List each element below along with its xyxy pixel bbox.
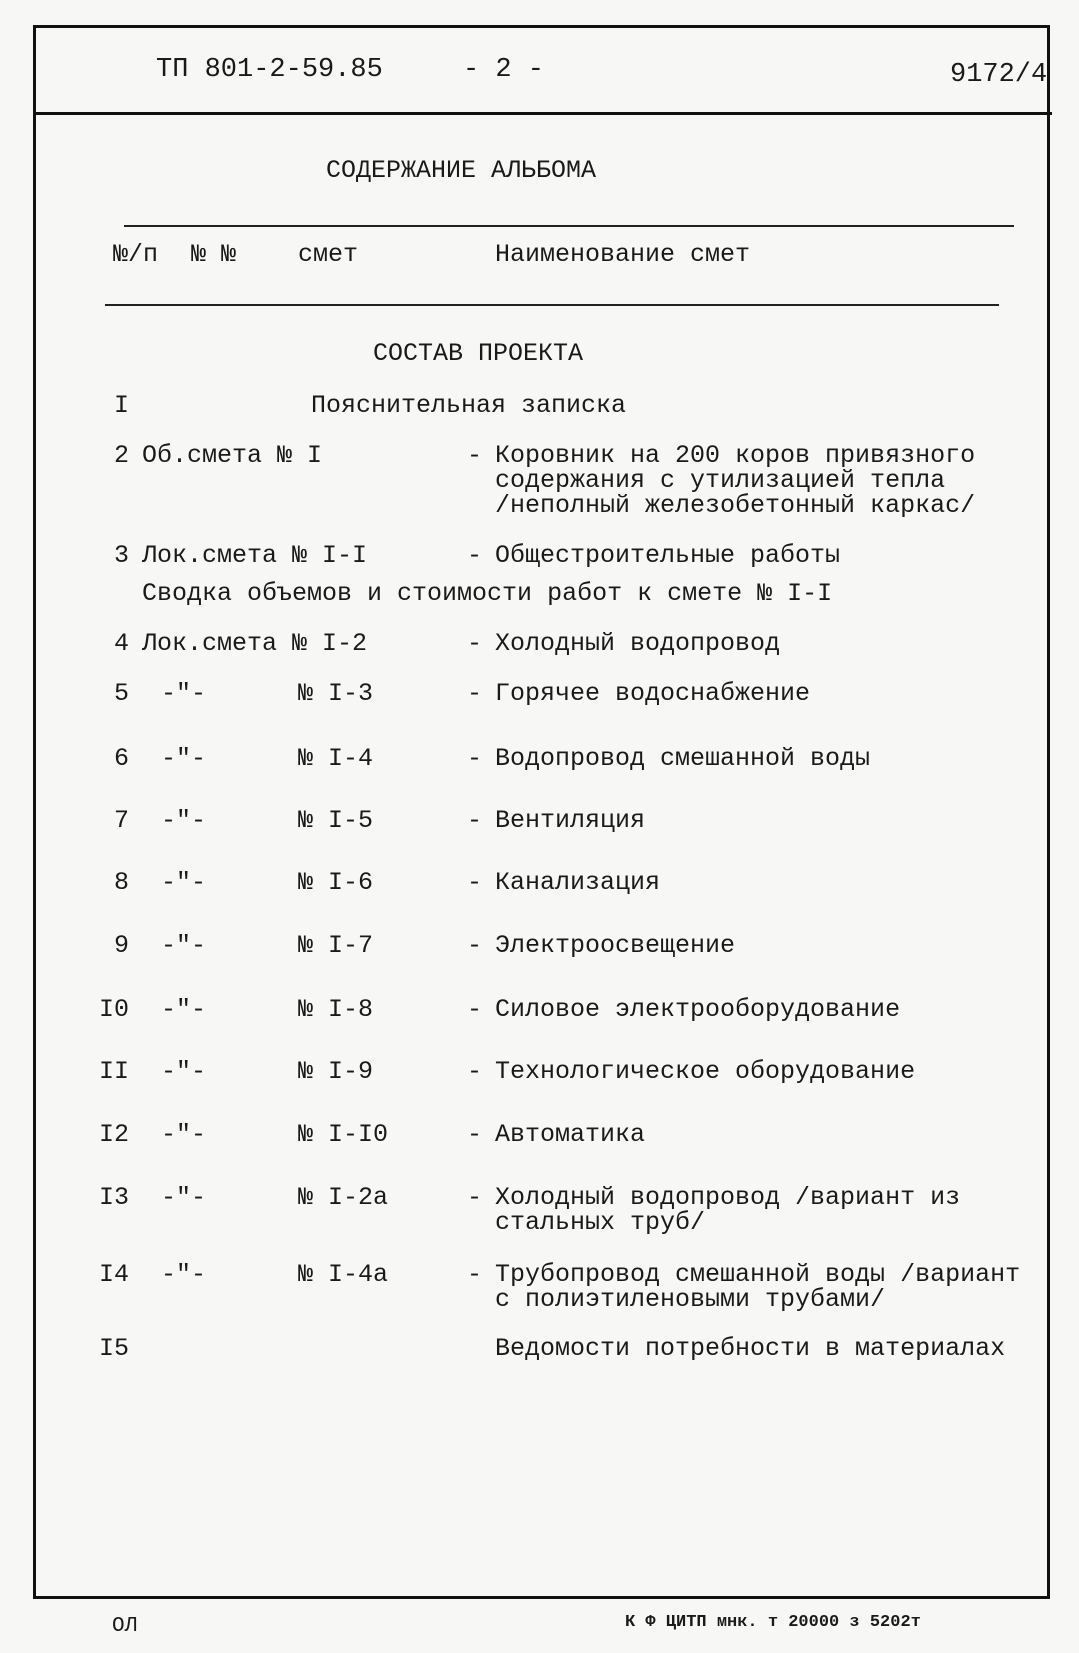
row-dash: - xyxy=(467,1183,483,1212)
row-name: Холодный водопровод xyxy=(495,629,781,658)
row-name: стальных труб/ xyxy=(495,1208,706,1237)
row-number: II xyxy=(98,1057,129,1086)
row-name: Ведомости потребности в материалах xyxy=(495,1334,1006,1363)
row-number: 6 xyxy=(113,744,129,773)
row-dash: - xyxy=(467,1120,483,1149)
table-header-rule xyxy=(105,304,999,306)
row-smeta-number: № I-2а xyxy=(298,1183,389,1212)
row-smeta-number: № I-3 xyxy=(298,679,374,708)
column-header-name: Наименование смет xyxy=(495,240,751,269)
row-name: с полиэтиленовыми трубами/ xyxy=(495,1285,886,1314)
column-header-nn: № № xyxy=(191,240,237,269)
row-dash: - xyxy=(467,679,483,708)
row-dash: - xyxy=(467,806,483,835)
row-smeta-type: -"- xyxy=(161,868,207,897)
row-number: I4 xyxy=(98,1260,129,1289)
row-number: I2 xyxy=(98,1120,129,1149)
section-title: СОСТАВ ПРОЕКТА xyxy=(373,339,584,368)
row-dash: - xyxy=(467,995,483,1024)
row-number: 9 xyxy=(113,931,129,960)
row-number: 4 xyxy=(113,629,129,658)
row-smeta-number: № I-6 xyxy=(298,868,374,897)
row-number: I xyxy=(113,391,129,420)
row-smeta-type: -"- xyxy=(161,744,207,773)
row-smeta-type: Об.смета № I xyxy=(142,441,323,470)
row-number: I0 xyxy=(98,995,129,1024)
row-name: Электроосвещение xyxy=(495,931,736,960)
row-smeta-number: № I-I0 xyxy=(298,1120,389,1149)
row-smeta-number: № I-8 xyxy=(298,995,374,1024)
row-smeta-number: № I-9 xyxy=(298,1057,374,1086)
row-smeta-type: -"- xyxy=(161,931,207,960)
row-name: Коровник на 200 коров привязного xyxy=(495,441,976,470)
row-smeta-type: -"- xyxy=(161,1260,207,1289)
footer-print-info: К Ф ЦИТП мнк. т 20000 з 5202т xyxy=(625,1613,921,1632)
row-name: Канализация xyxy=(495,868,661,897)
row-number: 3 xyxy=(113,541,129,570)
row-smeta-number: № I-5 xyxy=(298,806,374,835)
row-number: 2 xyxy=(113,441,129,470)
row-number: I3 xyxy=(98,1183,129,1212)
footer-left: ОЛ xyxy=(112,1615,138,1638)
row-number: 8 xyxy=(113,868,129,897)
row-dash: - xyxy=(467,1260,483,1289)
row-name: /неполный железобетонный каркас/ xyxy=(495,491,976,520)
row-name: Общестроительные работы xyxy=(495,541,841,570)
row-dash: - xyxy=(467,744,483,773)
row-name: Водопровод смешанной воды xyxy=(495,744,871,773)
page-title: СОДЕРЖАНИЕ АЛЬБОМА xyxy=(326,156,597,185)
row-dash: - xyxy=(467,541,483,570)
row-name: Силовое электрооборудование xyxy=(495,995,901,1024)
column-header-smet: смет xyxy=(298,240,359,269)
row-smeta-number: № I-7 xyxy=(298,931,374,960)
row-name: содержания с утилизацией тепла xyxy=(495,466,946,495)
row-smeta-number: № I-4а xyxy=(298,1260,389,1289)
column-header-num: №/п xyxy=(113,240,159,269)
row-smeta-type: -"- xyxy=(161,1057,207,1086)
header-divider xyxy=(33,112,1052,115)
row-dash: - xyxy=(467,1057,483,1086)
row-smeta-type: -"- xyxy=(161,806,207,835)
document-code: ТП 801-2-59.85 xyxy=(156,55,383,85)
row-name: Горячее водоснабжение xyxy=(495,679,811,708)
row-smeta-type: Лок.смета № I-2 xyxy=(142,629,368,658)
row-dash: - xyxy=(467,931,483,960)
row-name: Автоматика xyxy=(495,1120,646,1149)
row-name: Холодный водопровод /вариант из xyxy=(495,1183,961,1212)
table-top-rule xyxy=(124,225,1014,227)
row-number: I5 xyxy=(98,1334,129,1363)
row-name: Технологическое оборудование xyxy=(495,1057,916,1086)
row-smeta-number: № I-4 xyxy=(298,744,374,773)
row-smeta-type: -"- xyxy=(161,679,207,708)
row-name: Пояснительная записка xyxy=(311,391,627,420)
row-smeta-type: Лок.смета № I-I xyxy=(142,541,368,570)
inventory-number: 9172/4 xyxy=(950,60,1048,90)
row-note: Сводка объемов и стоимости работ к смете № I-I xyxy=(142,579,833,608)
row-dash: - xyxy=(467,441,483,470)
row-dash: - xyxy=(467,868,483,897)
row-name: Трубопровод смешанной воды /вариант xyxy=(495,1260,1021,1289)
row-smeta-type: -"- xyxy=(161,1120,207,1149)
row-smeta-type: -"- xyxy=(161,995,207,1024)
row-name: Вентиляция xyxy=(495,806,646,835)
row-number: 5 xyxy=(113,679,129,708)
row-number: 7 xyxy=(113,806,129,835)
row-dash: - xyxy=(467,629,483,658)
page-number: - 2 - xyxy=(463,55,545,85)
row-smeta-type: -"- xyxy=(161,1183,207,1212)
